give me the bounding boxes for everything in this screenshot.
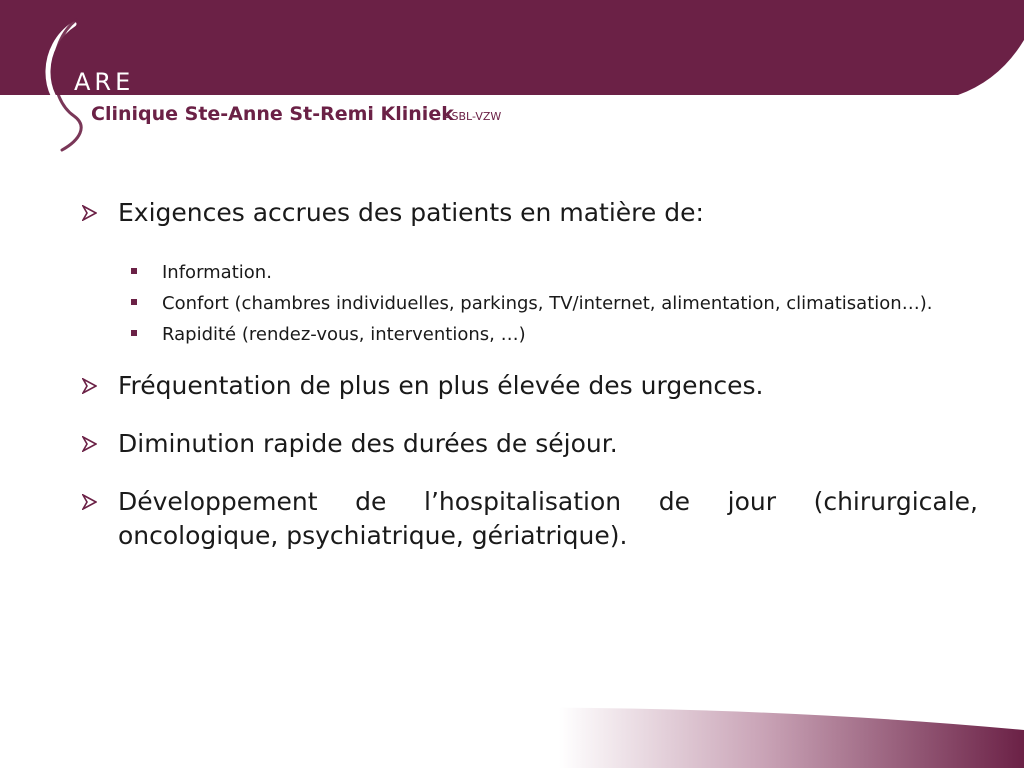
- main-bullet-text: Exigences accrues des patients en matière de:: [118, 198, 704, 227]
- sub-bullet-list: [80, 260, 978, 347]
- square-bullet-icon: [131, 268, 137, 274]
- clinic-suffix: ASBL-VZW: [444, 110, 502, 123]
- sub-bullet-item: [162, 291, 978, 316]
- logo-text: ARE: [74, 68, 135, 96]
- main-bullet-item: [80, 369, 978, 403]
- arrow-bullet-icon: [82, 205, 97, 221]
- slide-content: [80, 196, 978, 553]
- header-band: [0, 0, 1024, 100]
- arrow-bullet-icon: [82, 494, 97, 510]
- clinic-name: Clinique Ste-Anne St-Remi Kliniek: [91, 103, 454, 125]
- sub-bullet-text: Confort (chambres individuelles, parkings, TV/internet, alimentation, climatisation…).: [162, 293, 933, 314]
- footer-band: [0, 700, 1024, 768]
- sub-bullet-text: Rapidité (rendez-vous, interventions, …): [162, 324, 526, 345]
- main-bullet-text: Développement de l’hospitalisation de jour (chirurgicale, oncologique, psychiatrique, gériatrique).: [118, 487, 978, 550]
- clinic-logo: [36, 16, 146, 156]
- sub-bullet-item: [162, 260, 978, 285]
- sub-bullet-text: Information.: [162, 262, 272, 283]
- arrow-bullet-icon: [82, 436, 97, 452]
- square-bullet-icon: [131, 299, 137, 305]
- main-bullet-text: Diminution rapide des durées de séjour.: [118, 429, 618, 458]
- main-bullet-item: [80, 485, 978, 553]
- main-bullet-item: [80, 427, 978, 461]
- square-bullet-icon: [131, 330, 137, 336]
- main-bullet-item: [80, 196, 978, 230]
- main-bullet-text: Fréquentation de plus en plus élevée des urgences.: [118, 371, 764, 400]
- sub-bullet-item: [162, 322, 978, 347]
- arrow-bullet-icon: [82, 378, 97, 394]
